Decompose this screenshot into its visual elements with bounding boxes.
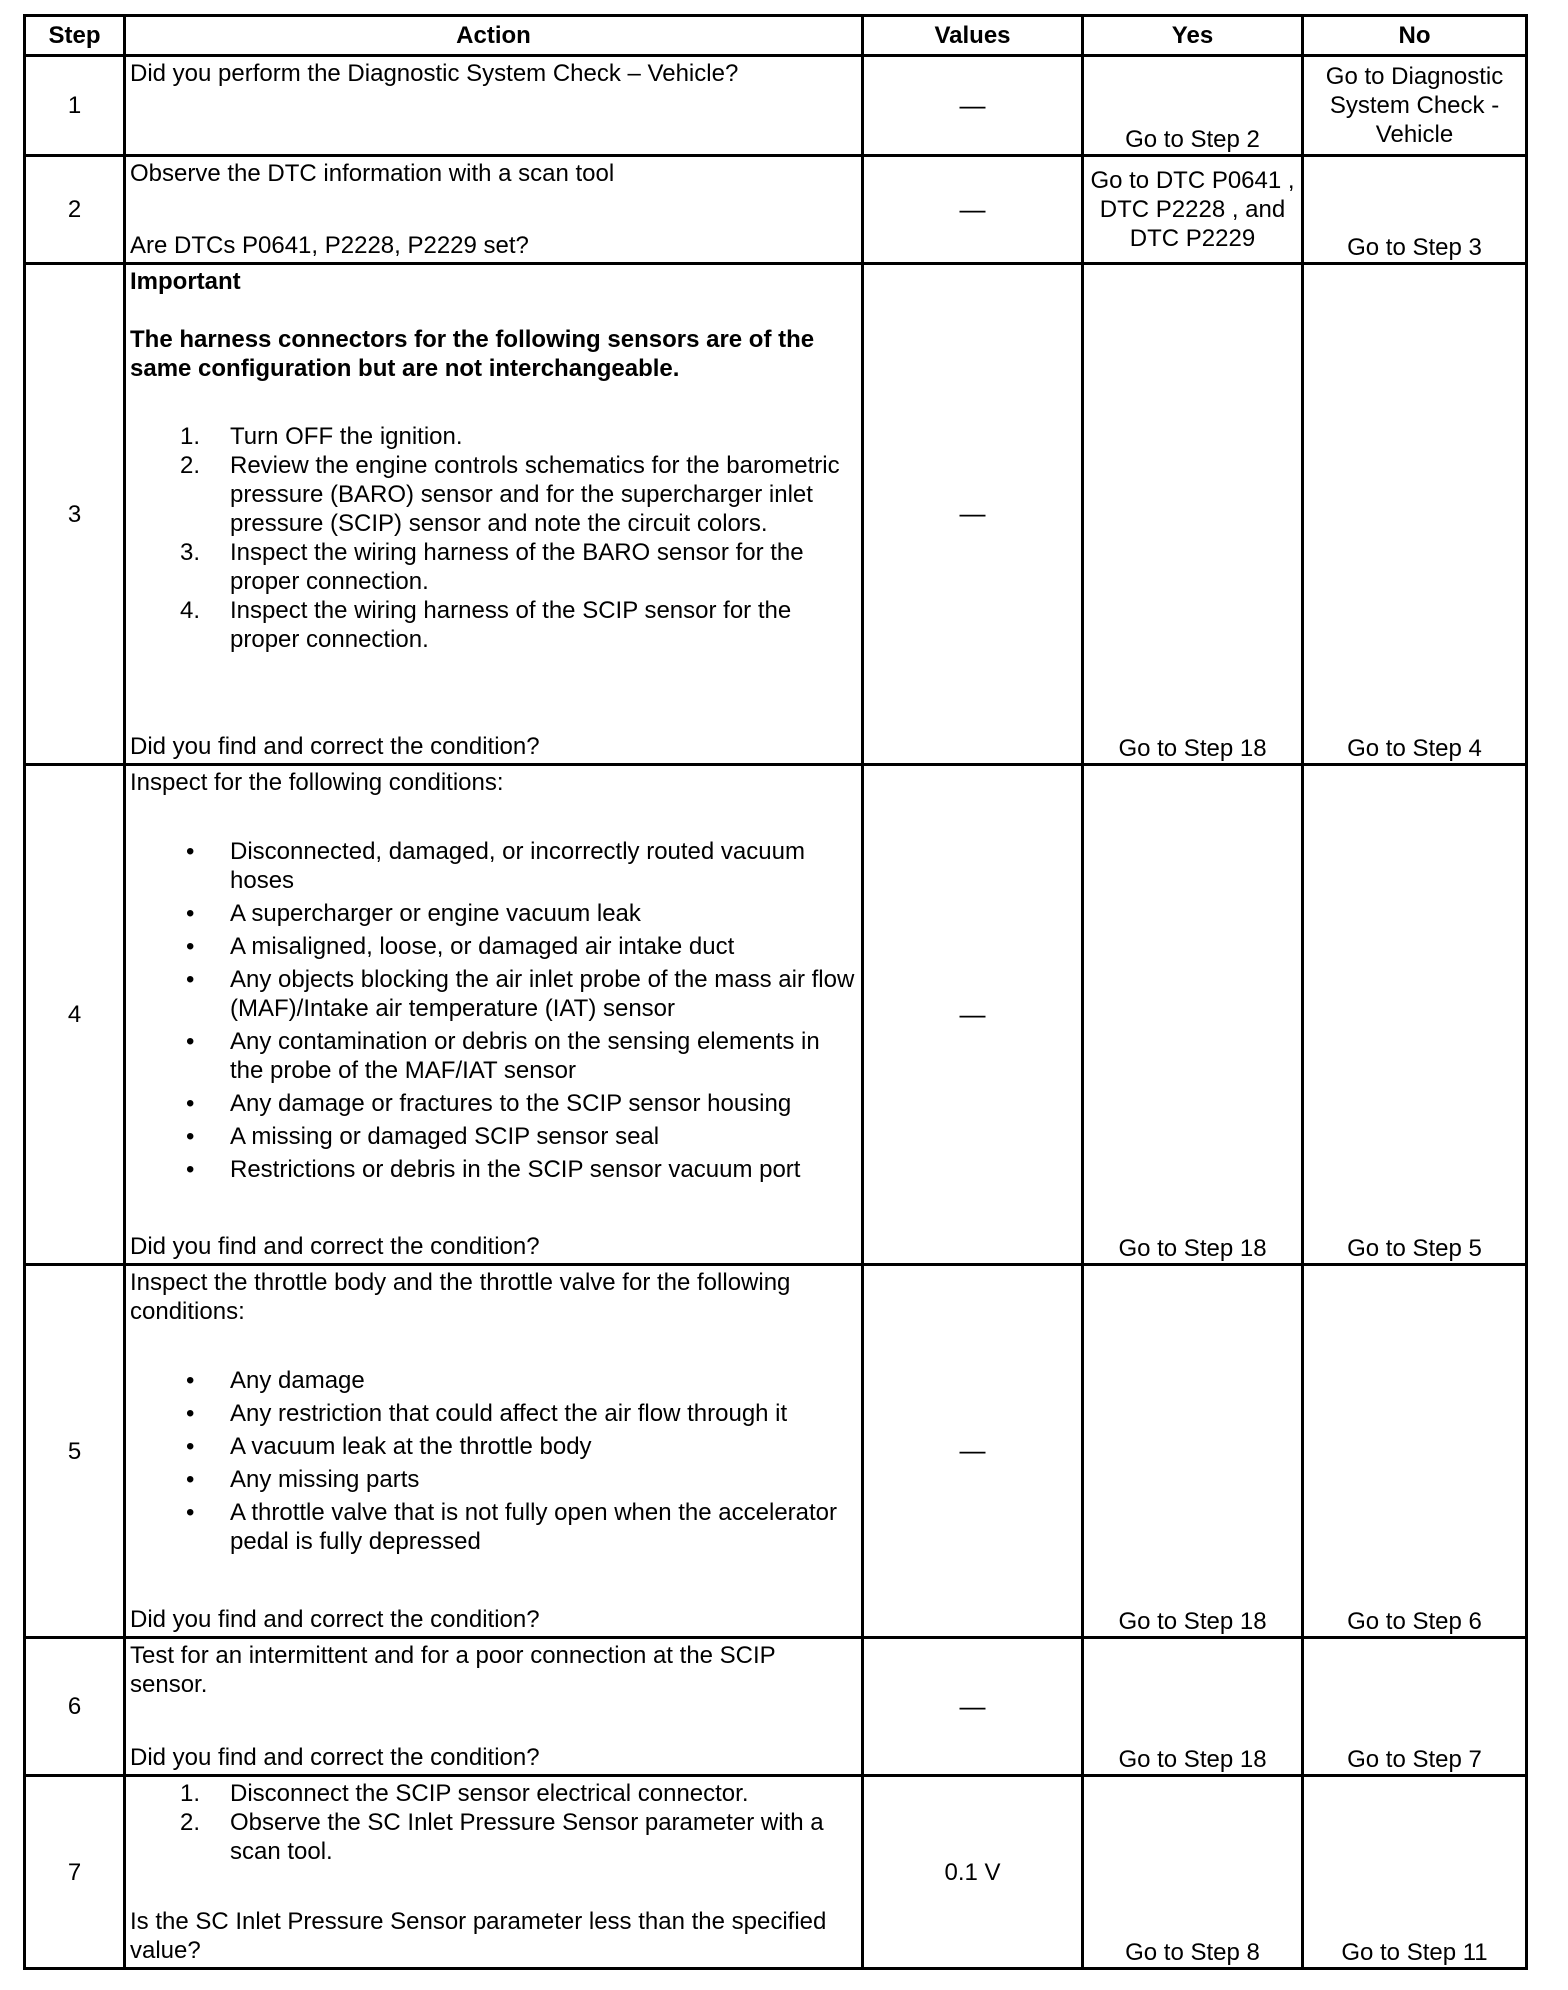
- no-cell: Go to Step 7: [1303, 1638, 1527, 1776]
- diagnostic-table-page: [23, 14, 1525, 1970]
- values-cell: [863, 56, 1083, 156]
- list-item: 4. Inspect the wiring harness of the SCIP sensor for the proper connection.: [180, 597, 792, 653]
- no-cell: Go to Step 6: [1303, 1265, 1527, 1638]
- list-item-text: Turn OFF the ignition.: [230, 423, 463, 450]
- list-item-text: Any objects blocking the air inlet probe of the mass air flow (MAF)/Intake air temperature (IAT) sensor: [230, 966, 855, 1022]
- table-row: [25, 156, 1527, 264]
- step-number: 3: [25, 264, 125, 765]
- action-cell: [125, 1776, 863, 1969]
- list-item-text: Any restriction that could affect the air flow through it: [230, 1400, 788, 1427]
- value-text: —: [959, 193, 986, 224]
- values-cell: [863, 264, 1083, 765]
- action-question: Are DTCs P0641, P2228, P2229 set?: [130, 232, 529, 259]
- list-item: • A throttle valve that is not fully open when the accelerator pedal is fully depressed: [186, 1499, 838, 1555]
- list-item-text: Inspect the wiring harness of the BARO sensor for the proper connection.: [230, 539, 804, 595]
- procedure-list: [130, 422, 855, 654]
- no-cell: Go to Step 5: [1303, 765, 1527, 1265]
- header-no: No: [1303, 16, 1527, 56]
- important-note: The harness connectors for the following sensors are of the same configuration but are not interchangeable.: [130, 326, 815, 382]
- value-text: —: [959, 498, 986, 528]
- values-cell: [863, 1638, 1083, 1776]
- action-intro: Test for an intermittent and for a poor connection at the SCIP sensor.: [130, 1642, 776, 1698]
- action-question: Is the SC Inlet Pressure Sensor parameter less than the specified value?: [130, 1908, 827, 1964]
- list-item-text: A supercharger or engine vacuum leak: [230, 900, 641, 927]
- list-item-text: Any contamination or debris on the sensing elements in the probe of the MAF/IAT sensor: [230, 1028, 820, 1084]
- action-question: Did you find and correct the condition?: [130, 733, 540, 760]
- yes-cell: Go to Step 18: [1083, 765, 1303, 1265]
- list-item: • A misaligned, loose, or damaged air intake duct: [186, 933, 735, 960]
- yes-cell: Go to DTC P0641 , DTC P2228 , and DTC P2229: [1083, 156, 1303, 264]
- list-item: • A missing or damaged SCIP sensor seal: [186, 1123, 660, 1150]
- step-number: 5: [25, 1265, 125, 1638]
- table-row: [25, 264, 1527, 765]
- yes-cell: Go to Step 18: [1083, 264, 1303, 765]
- list-item-text: Inspect the wiring harness of the SCIP sensor for the proper connection.: [230, 597, 792, 653]
- list-item-text: Disconnect the SCIP sensor electrical connector.: [230, 1780, 749, 1807]
- table-row: [25, 1776, 1527, 1969]
- value-text: —: [959, 89, 986, 120]
- step-number: 6: [25, 1638, 125, 1776]
- list-item: • Any damage: [186, 1367, 365, 1394]
- list-item-text: A vacuum leak at the throttle body: [230, 1433, 592, 1460]
- yes-cell: Go to Step 18: [1083, 1265, 1303, 1638]
- table-row: [25, 1265, 1527, 1638]
- condition-list: [130, 837, 855, 1184]
- list-item: • A supercharger or engine vacuum leak: [186, 900, 641, 927]
- list-item-text: A throttle valve that is not fully open when the accelerator pedal is fully depressed: [230, 1499, 838, 1555]
- yes-cell: Go to Step 8: [1083, 1776, 1303, 1969]
- values-cell: [863, 765, 1083, 1265]
- no-cell: Go to Step 4: [1303, 264, 1527, 765]
- action-cell: [125, 156, 863, 264]
- step-number: 1: [25, 56, 125, 156]
- list-item: • A vacuum leak at the throttle body: [186, 1433, 592, 1460]
- action-cell: [125, 1638, 863, 1776]
- no-cell: Go to Step 11: [1303, 1776, 1527, 1969]
- header-step: Step: [25, 16, 125, 56]
- list-item-text: Any damage or fractures to the SCIP sensor housing: [230, 1090, 792, 1117]
- yes-cell: Go to Step 2: [1083, 56, 1303, 156]
- list-item-text: Any damage: [230, 1367, 365, 1394]
- step-number: 7: [25, 1776, 125, 1969]
- action-question: Did you find and correct the condition?: [130, 1233, 540, 1260]
- list-item-text: Observe the SC Inlet Pressure Sensor parameter with a scan tool.: [230, 1809, 824, 1865]
- list-item: • Any contamination or debris on the sensing elements in the probe of the MAF/IAT sensor: [186, 1028, 820, 1084]
- value-text: —: [959, 998, 986, 1029]
- list-item: 3. Inspect the wiring harness of the BARO sensor for the proper connection.: [180, 539, 804, 595]
- action-question: Did you find and correct the condition?: [130, 1606, 540, 1633]
- values-cell: [863, 1776, 1083, 1969]
- important-label: Important: [130, 268, 241, 295]
- list-item: • Any missing parts: [186, 1466, 420, 1493]
- list-item: 2. Review the engine controls schematics for the barometric pressure (BARO) sensor and for the supercharger inlet pressure (SCIP) sensor and note the circuit colors.: [180, 452, 840, 537]
- header-yes: Yes: [1083, 16, 1303, 56]
- yes-cell: Go to Step 18: [1083, 1638, 1303, 1776]
- step-number: 2: [25, 156, 125, 264]
- list-item-text: Restrictions or debris in the SCIP sensor vacuum port: [230, 1156, 801, 1183]
- value-text: —: [959, 1435, 986, 1465]
- values-cell: [863, 1265, 1083, 1638]
- header-values: Values: [863, 16, 1083, 56]
- list-item: • Any restriction that could affect the air flow through it: [186, 1400, 788, 1427]
- action-intro: Inspect the throttle body and the throttle valve for the following conditions:: [130, 1269, 791, 1325]
- list-item: • Restrictions or debris in the SCIP sensor vacuum port: [186, 1156, 801, 1183]
- list-item: 1. Disconnect the SCIP sensor electrical connector.: [180, 1780, 749, 1807]
- header-action: Action: [125, 16, 863, 56]
- table-row: [25, 56, 1527, 156]
- procedure-list: [130, 1779, 855, 1866]
- diagnostic-table: [23, 14, 1528, 1970]
- condition-list: [130, 1366, 855, 1556]
- table-row: [25, 765, 1527, 1265]
- list-item-text: Disconnected, damaged, or incorrectly routed vacuum hoses: [230, 838, 805, 894]
- list-item: • Any objects blocking the air inlet probe of the mass air flow (MAF)/Intake air temperature (IAT) sensor: [186, 966, 855, 1022]
- list-item: • Any damage or fractures to the SCIP sensor housing: [186, 1090, 792, 1117]
- action-intro: Observe the DTC information with a scan tool: [130, 160, 615, 187]
- list-item: • Disconnected, damaged, or incorrectly routed vacuum hoses: [186, 838, 805, 894]
- action-cell: [125, 765, 863, 1265]
- action-question: Did you perform the Diagnostic System Check – Vehicle?: [130, 60, 739, 87]
- no-cell: Go to Step 3: [1303, 156, 1527, 264]
- step-number: 4: [25, 765, 125, 1265]
- no-cell: Go to Diagnostic System Check - Vehicle: [1303, 56, 1527, 156]
- list-item-text: A missing or damaged SCIP sensor seal: [230, 1123, 660, 1150]
- table-row: [25, 1638, 1527, 1776]
- list-item-text: Review the engine controls schematics for the barometric pressure (BARO) sensor and for the supercharger inlet pressure (SCIP) sensor and note the circuit colors.: [230, 452, 840, 537]
- action-intro: Inspect for the following conditions:: [130, 769, 504, 796]
- list-item-text: Any missing parts: [230, 1466, 420, 1493]
- value-text: 0.1 V: [944, 1858, 1001, 1886]
- action-cell: [125, 56, 863, 156]
- header-row: [25, 16, 1527, 56]
- action-question: Did you find and correct the condition?: [130, 1744, 540, 1771]
- list-item: 2. Observe the SC Inlet Pressure Sensor parameter with a scan tool.: [180, 1809, 824, 1865]
- value-text: —: [959, 1690, 986, 1721]
- action-cell: [125, 1265, 863, 1638]
- list-item: 1. Turn OFF the ignition.: [180, 423, 463, 450]
- action-cell: [125, 264, 863, 765]
- values-cell: [863, 156, 1083, 264]
- list-item-text: A misaligned, loose, or damaged air intake duct: [230, 933, 735, 960]
